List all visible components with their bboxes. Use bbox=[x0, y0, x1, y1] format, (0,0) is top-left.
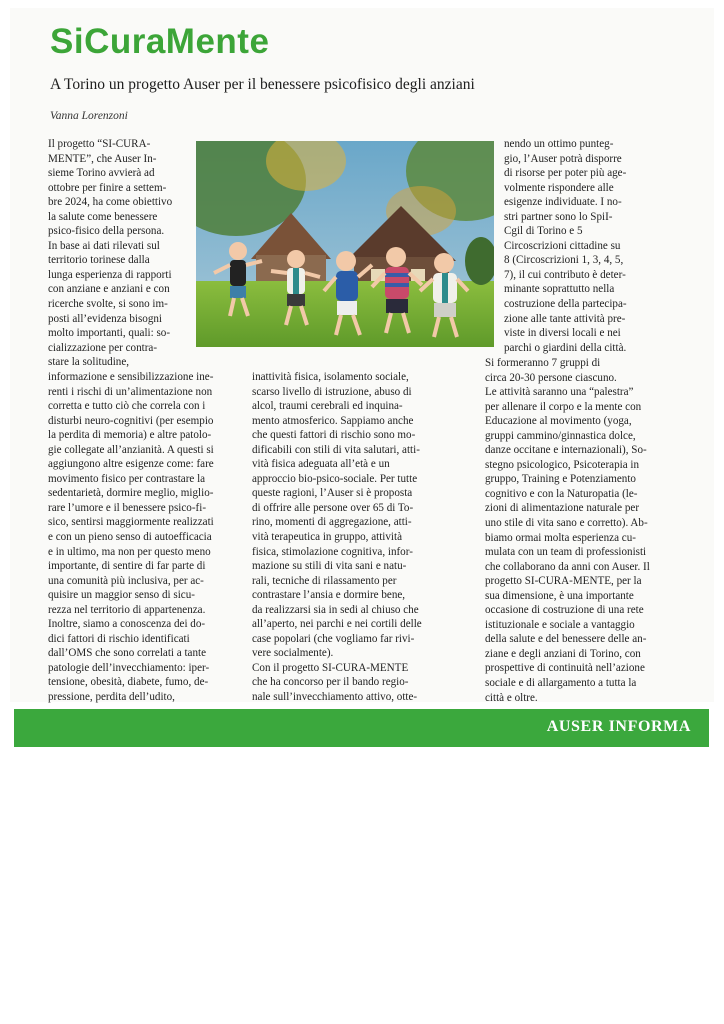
text-line: sedentarietà, dormire meglio, miglio- bbox=[48, 487, 214, 500]
text-line: ottobre per finire a settem- bbox=[48, 181, 167, 194]
text-line: mulata con un team di professionisti bbox=[485, 546, 647, 559]
text-line: e con un pieno senso di autoefficacia bbox=[48, 531, 212, 544]
text-line: vità fisica adeguata all’età e un bbox=[252, 458, 390, 471]
text-line: costruzione della partecipa- bbox=[504, 298, 627, 311]
text-line: dall’OMS che sono correlati a tante bbox=[48, 647, 207, 660]
text-line: la perdita di memoria) e altre patolo- bbox=[48, 429, 212, 442]
footer-band bbox=[14, 709, 709, 747]
text-line: inattività fisica, isolamento sociale, bbox=[252, 371, 409, 383]
text-line: gio, l’Auser potrà disporre bbox=[504, 152, 622, 165]
text-line: nendo un ottimo punteg- bbox=[504, 138, 614, 150]
article-column-2 bbox=[252, 370, 422, 705]
text-line: una comunità più inclusiva, per ac- bbox=[48, 574, 204, 587]
text-line: occasione di costruzione di una rete bbox=[485, 604, 644, 617]
text-line: di offrire alle persone over 65 di To- bbox=[252, 501, 414, 514]
text-line: rare l’umore e il benessere psico-fi- bbox=[48, 501, 207, 514]
text-line: mazione su stili di vita sani e natu- bbox=[252, 560, 407, 573]
text-line: disturbi neuro-cognitivi (per esempio bbox=[48, 414, 214, 427]
text-line: informazione e sensibilizzazione ine- bbox=[48, 371, 214, 383]
text-line: parchi o giardini della città. bbox=[504, 341, 627, 354]
text-line: stegno psicologico, Psicoterapia in bbox=[485, 458, 640, 471]
text-line: movimento fisico per contrastare la bbox=[48, 472, 206, 485]
text-line: lunga esperienza di rapporti bbox=[48, 268, 172, 281]
text-line: molto importanti, quali: so- bbox=[48, 327, 171, 340]
text-line: scarso livello di istruzione, abuso di bbox=[252, 385, 412, 398]
article-column-3-top bbox=[504, 137, 627, 355]
article-subtitle: A Torino un progetto Auser per il benessere psicofisico degli anziani bbox=[50, 76, 475, 93]
text-line: tensione, obesità, diabete, fumo, de- bbox=[48, 676, 209, 689]
text-line: Inoltre, siamo a conoscenza dei do- bbox=[48, 618, 206, 631]
text-line: la salute come benessere bbox=[48, 210, 158, 223]
text-line: ricerche svolte, si sono im- bbox=[48, 298, 168, 311]
text-line: uno stile di vita sano e corretto). Ab- bbox=[485, 517, 648, 530]
text-line: rino, momenti di aggregazione, atti- bbox=[252, 516, 412, 529]
text-line: approccio bio-psico-sociale. Per tutte bbox=[252, 472, 418, 485]
text-line: Le attività saranno una “palestra” bbox=[485, 386, 634, 399]
text-line: stare la solitudine, bbox=[48, 356, 130, 369]
text-line: sico, sentirsi maggiormente realizzati bbox=[48, 516, 214, 529]
text-line: da realizzarsi sia in sedi al chiuso che bbox=[252, 603, 419, 616]
elderly-exercise-illustration bbox=[196, 141, 494, 347]
text-line: Con il progetto SI-CURA-MENTE bbox=[252, 661, 409, 674]
text-line: Si formeranno 7 gruppi di bbox=[485, 357, 601, 369]
text-line: ziane e degli anziani di Torino, con bbox=[485, 647, 641, 660]
text-line: progetto SI-CURA-MENTE, per la bbox=[485, 575, 642, 588]
text-line: renti i rischi di un’alimentazione non bbox=[48, 385, 213, 398]
text-line: territorio torinese dalla bbox=[48, 254, 150, 267]
text-line: danze occitane e internazionali), So- bbox=[485, 444, 647, 457]
text-line: case popolari (che vogliamo far rivi- bbox=[252, 632, 415, 645]
text-line: gruppo, Training e Potenziamento bbox=[485, 473, 636, 486]
masthead-title: SiCuraMente bbox=[50, 22, 270, 61]
text-line: mento atmosferico. Sappiamo anche bbox=[252, 414, 414, 427]
text-line: psico-fisico della persona. bbox=[48, 225, 165, 238]
text-line: 8 (Circoscrizioni 1, 3, 4, 5, bbox=[504, 254, 624, 267]
text-line: importante, di sentire di far parte di bbox=[48, 560, 206, 573]
text-line: viste in diversi locali e nei bbox=[504, 327, 621, 340]
article-column-1-top bbox=[48, 137, 172, 370]
text-line: che questi fattori di rischio sono mo- bbox=[252, 429, 416, 442]
text-line: alcol, traumi cerebrali ed inquina- bbox=[252, 400, 403, 413]
text-line: bre 2024, ha come obiettivo bbox=[48, 196, 173, 209]
text-line: vere socialmente). bbox=[252, 647, 334, 660]
text-line: aggiungono altre esigenze come: fare bbox=[48, 458, 214, 471]
text-line: che ha concorso per il bando regio- bbox=[252, 676, 409, 689]
text-line: patologie dell’invecchiamento: iper- bbox=[48, 661, 210, 674]
text-line: fisica, stimolazione cognitiva, infor- bbox=[252, 545, 413, 558]
text-line: della salute e del benessere delle an- bbox=[485, 633, 647, 646]
text-line: vità terapeutica in gruppo, attività bbox=[252, 531, 403, 544]
text-line: zione alle tante attività pre- bbox=[504, 312, 626, 325]
text-line: circa 20-30 persone ciascuno. bbox=[485, 371, 617, 384]
text-line: all’aperto, nei parchi e nei cortili delle bbox=[252, 618, 422, 631]
text-line: zioni di alimentazione naturale per bbox=[485, 502, 640, 515]
text-line: di risorse per poter più age- bbox=[504, 167, 627, 180]
text-line: rezza nel territorio di appartenenza. bbox=[48, 603, 206, 616]
article-column-1-bottom bbox=[48, 370, 214, 705]
text-line: 7), il cui contributo è deter- bbox=[504, 268, 626, 281]
text-line: Circoscrizioni cittadine su bbox=[504, 239, 621, 252]
text-line: sua dimensione, è una importante bbox=[485, 589, 634, 602]
text-line: biamo ormai molta esperienza cu- bbox=[485, 531, 636, 544]
text-line: e in ultimo, ma non per questo meno bbox=[48, 545, 211, 558]
text-line: gruppi cammino/ginnastica dolce, bbox=[485, 429, 636, 442]
text-line: MENTE”, che Auser In- bbox=[48, 152, 157, 165]
text-line: sieme Torino avvierà ad bbox=[48, 167, 155, 180]
text-line: stri partner sono lo SpiI- bbox=[504, 210, 613, 223]
footer-section-label: AUSER INFORMA bbox=[546, 718, 691, 735]
text-line: Cgil di Torino e 5 bbox=[504, 225, 583, 238]
text-line: In base ai dati rilevati sul bbox=[48, 239, 160, 252]
article-column-3-bottom bbox=[485, 356, 650, 705]
text-line: nale sull’invecchiamento attivo, otte- bbox=[252, 691, 418, 704]
text-line: cognitivo e con la Naturopatia (le- bbox=[485, 487, 638, 500]
text-line: prospettive di continuità nell’azione bbox=[485, 662, 645, 675]
text-line: corretta e tutto ciò che correla con i bbox=[48, 400, 206, 413]
text-line: istituzionale e sociale a vantaggio bbox=[485, 618, 635, 631]
text-line: Educazione al movimento (yoga, bbox=[485, 415, 632, 428]
text-line: volmente rispondere alle bbox=[504, 181, 614, 194]
text-line: contrastare l’ansia e dormire bene, bbox=[252, 589, 406, 602]
text-line: gie collegate all’anzianità. A questi si bbox=[48, 443, 214, 456]
text-line: che collaborano da anni con Auser. Il bbox=[485, 560, 650, 573]
text-line: dificabili con stili di vita salutari, atti- bbox=[252, 443, 420, 456]
text-line: Il progetto “SI-CURA- bbox=[48, 138, 151, 150]
text-line: rali, tecniche di rilassamento per bbox=[252, 574, 397, 587]
text-line: posti all’evidenza bisogni bbox=[48, 312, 162, 325]
text-line: città e oltre. bbox=[485, 691, 538, 704]
text-line: quisire un maggior senso di sicu- bbox=[48, 589, 195, 602]
text-line: sociale e di allargamento a tutta la bbox=[485, 677, 637, 690]
text-line: esigenze individuate. I no- bbox=[504, 196, 622, 209]
text-line: queste ragioni, l’Auser si è proposta bbox=[252, 487, 413, 500]
author-byline: Vanna Lorenzoni bbox=[50, 110, 128, 122]
text-line: con anziane e anziani e con bbox=[48, 283, 170, 296]
text-line: cializzazione per contra- bbox=[48, 341, 158, 354]
text-line: per allenare il corpo e la mente con bbox=[485, 400, 642, 413]
text-line: minante soprattutto nella bbox=[504, 283, 615, 296]
illustration-artwork bbox=[196, 141, 494, 347]
text-line: dici fattori di rischio identificati bbox=[48, 632, 190, 645]
text-line: pressione, perdita dell’udito, bbox=[48, 691, 175, 704]
